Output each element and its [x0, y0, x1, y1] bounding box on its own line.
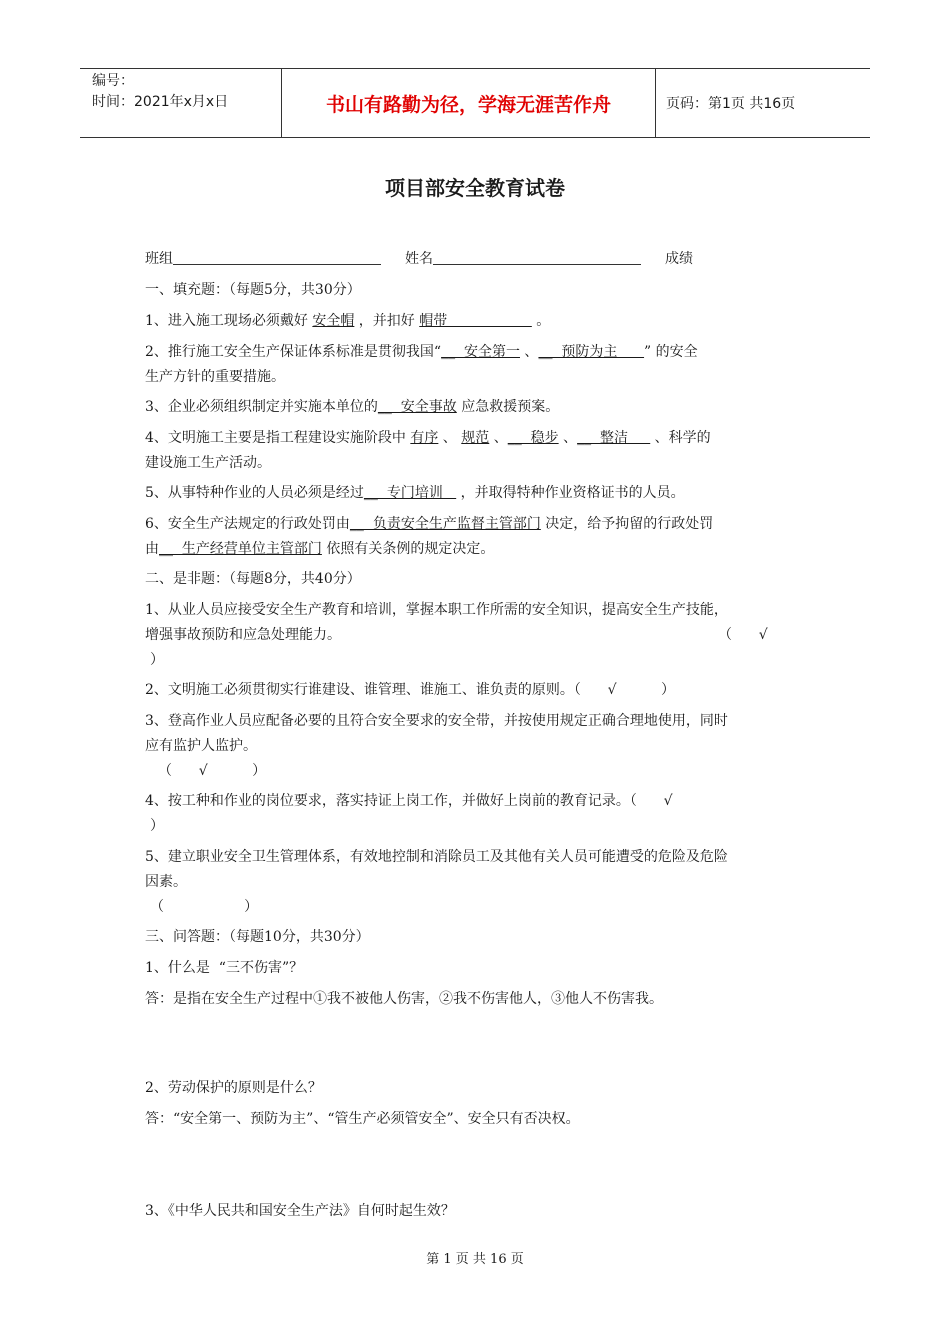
s1-q4-text2: 、: [438, 430, 462, 446]
s3-q2-question: 2、劳动保护的原则是什么？: [145, 1080, 322, 1096]
score-label: 成绩: [665, 251, 693, 267]
s3-q3-question: 3、《中华人民共和国安全生产法》自何时起生效？: [145, 1203, 455, 1219]
s2-q4: 4、按工种和作业的岗位要求，落实持证上岗工作，并做好上岗前的教育记录。（ √: [145, 793, 673, 809]
header-time: 时间：2021年x月x日: [92, 94, 229, 110]
s1-q4-answer1: 有序: [410, 430, 439, 446]
s1-q4-text3: 、: [489, 430, 508, 446]
header-meta: [80, 69, 282, 137]
group-label: 班组: [145, 251, 173, 267]
s1-q3-text: 3、企业必须组织制定并实施本单位的: [145, 399, 378, 415]
section3-heading: 三、问答题：（每题10分，共30分）: [145, 929, 370, 945]
s2-q3-line2: 应有监护人监护。: [145, 738, 257, 754]
s1-q2-answer1: __ 安全第一: [441, 344, 520, 360]
s1-q4-text: 4、文明施工主要是指工程建设实施阶段中: [145, 430, 411, 446]
s1-q1-answer1: 安全帽: [312, 313, 355, 329]
s1-q5-text: 5、从事特种作业的人员必须是经过: [145, 485, 364, 501]
s1-q6-line2: [145, 538, 494, 558]
name-blank: [433, 249, 641, 265]
s1-q4-answer2: 规范: [461, 430, 490, 446]
s1-q5-text2: ，并取得特种作业资格证书的人员。: [456, 485, 685, 501]
s1-q6-text3: 由: [145, 541, 159, 557]
s1-q1-text3: 。: [531, 313, 551, 329]
s1-q2: [145, 341, 698, 361]
s1-q6-text: 6、安全生产法规定的行政处罚由: [145, 516, 350, 532]
s1-q4: [145, 427, 711, 447]
s1-q6-answer1: __ 负责安全生产监督主管部门: [349, 516, 541, 532]
s1-q4-answer3: __ 稳步: [507, 430, 559, 446]
s1-q4-text5: 、科学的: [650, 430, 711, 446]
s1-q2-text: 2、推行施工安全生产保证体系标准是贯彻我国“: [145, 344, 442, 360]
s1-q6-text4: 依照有关条例的规定决定。: [321, 541, 495, 557]
s1-q6-answer2: __ 生产经营单位主管部门: [159, 541, 322, 557]
s2-q5-line2: 因素。: [145, 874, 187, 890]
s2-q1-answer-close: ）: [150, 652, 164, 668]
s2-q3: 3、登高作业人员应配备必要的且符合安全要求的安全带，并按使用规定正确合理地使用，同时: [145, 713, 728, 729]
s1-q1-text: 1、进入施工现场必须戴好: [145, 313, 313, 329]
s1-q2-answer2: __ 预防为主: [538, 344, 645, 360]
header-page-info: 页码：第1页 共16页: [666, 96, 796, 112]
s2-q2: 2、文明施工必须贯彻实行谁建设、谁管理、谁施工、谁负责的原则。（ √ ）: [145, 682, 676, 698]
s1-q5: [145, 482, 685, 502]
page-footer: 第 1 页 共 16 页: [426, 1252, 524, 1267]
section1-heading: 一、填充题：（每题5分，共30分）: [145, 282, 361, 298]
header-slogan: 书山有路勤为径，学海无涯苦作舟: [282, 69, 656, 137]
s1-q4-answer4: __ 整洁: [577, 430, 651, 446]
s3-q1-question: 1、什么是 “三不伤害”？: [145, 960, 304, 976]
s1-q3: [145, 396, 559, 416]
section2-heading: 二、是非题：（每题8分，共40分）: [145, 571, 361, 587]
s2-q5: 5、建立职业安全卫生管理体系，有效地控制和消除员工及其他有关人员可能遭受的危险及危险: [145, 849, 728, 865]
s1-q1-text2: ，并扣好: [354, 313, 420, 329]
s1-q2-text3: ” 的安全: [644, 344, 698, 360]
s2-q5-answer: （ ）: [150, 899, 259, 915]
s1-q4-line2: 建设施工生产活动。: [145, 455, 271, 471]
s2-q4-answer-close: ）: [150, 818, 164, 834]
s1-q6: [145, 513, 713, 533]
s1-q2-text2: 、: [519, 344, 539, 360]
name-label: 姓名: [405, 251, 433, 267]
group-blank: [173, 249, 381, 265]
s1-q4-text4: 、: [558, 430, 578, 446]
page-title: 项目部安全教育试卷: [385, 176, 565, 200]
s2-q1-line2: 增强事故预防和应急处理能力。: [145, 627, 341, 643]
s1-q2-line2: 生产方针的重要措施。: [145, 369, 285, 385]
header-number: 编号：: [92, 73, 134, 89]
s2-q3-answer: （ √ ）: [158, 763, 267, 779]
info-row: [145, 248, 693, 268]
s1-q1: [145, 310, 550, 330]
s3-q1-answer: 答：是指在安全生产过程中①我不被他人伤害，②我不伤害他人，③他人不伤害我。: [145, 991, 663, 1007]
document-header: [80, 68, 870, 138]
s3-q2-answer: 答：“安全第一、预防为主”、“管生产必须管安全”、安全只有否决权。: [145, 1111, 580, 1127]
s1-q5-answer1: __ 专门培训: [363, 485, 457, 501]
s2-q1: 1、从业人员应接受安全生产教育和培训，掌握本职工作所需的安全知识，提高安全生产技能，: [145, 602, 728, 618]
s1-q3-answer1: __ 安全事故: [377, 399, 457, 415]
s1-q3-text2: 应急救援预案。: [456, 399, 560, 415]
s1-q1-answer2: 帽带: [419, 313, 532, 329]
s1-q6-text2: 决定，给予拘留的行政处罚: [540, 516, 714, 532]
s2-q1-answer: （ √: [718, 627, 768, 643]
